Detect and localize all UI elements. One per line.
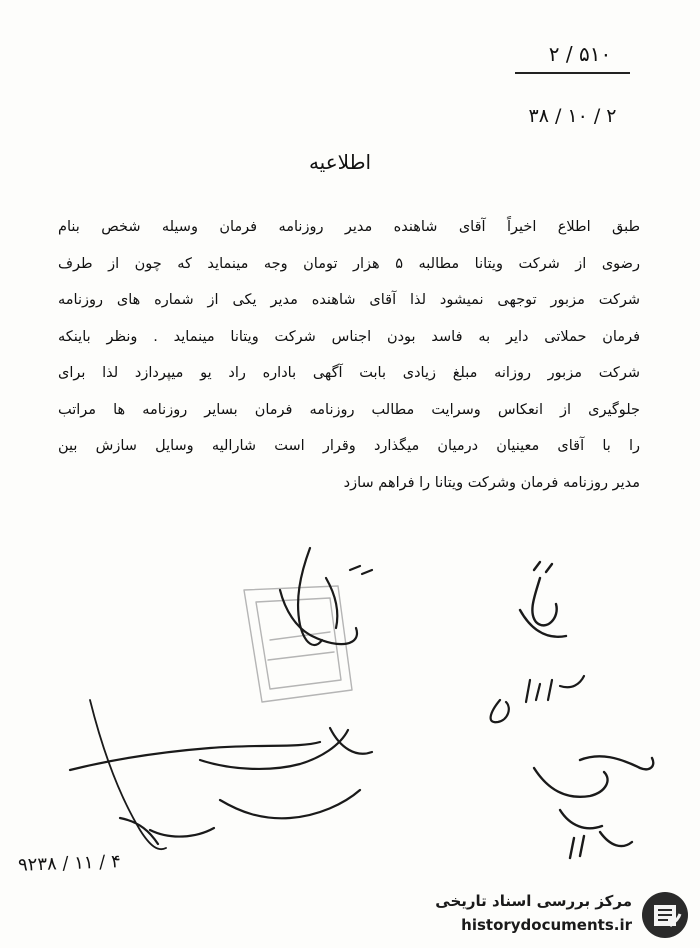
- body-line: رضوی از شرکت ویتانا مطالبه ۵ هزار تومان وجه مینماید که چون از طرف: [58, 255, 640, 272]
- body-line: شرکت مزبور روزانه مبلغ زیادی بابت آگهی باداره راد یو میپردازد لذا برای: [58, 365, 640, 381]
- body-line: مدیر روزنامه فرمان وشرکت ویتانا را فراهم سازد: [343, 474, 640, 491]
- handwritten-note-center: [280, 548, 372, 645]
- body-line: را با آقای معینیان درمیان میگذارد وقرار است شارالیه وسایل سازش بین: [58, 438, 640, 454]
- handwritten-signature-right: [520, 562, 566, 637]
- archive-watermark: [410, 886, 696, 944]
- archive-number: ۹۲۳۸ / ۱۱ / ۴: [17, 851, 122, 876]
- body-line: جلوگیری از انعکاس وسرایت مطالب روزنامه فرمان بسایر روزنامه ها مراتب: [58, 401, 640, 418]
- body-line: شرکت مزبور توجهی نمیشود لذا آقای شاهنده مدیر یکی از شماره های روزنامه: [58, 292, 640, 308]
- watermark-url: historydocuments.ir: [461, 916, 632, 934]
- diagonal-stroke: [90, 700, 166, 849]
- body-line: طبق اطلاع اخیراً آقای شاهنده مدیر روزنامه فرمان وسیله شخص بنام: [58, 219, 640, 235]
- document-heading: اطلاعیه: [308, 150, 372, 174]
- handwritten-date-right: [491, 676, 584, 722]
- handwritten-note-lower-center: [70, 728, 372, 844]
- reference-number: ۲ / ۵۱۰: [548, 42, 612, 66]
- reference-date: ۳۸ / ۱۰ / ۲: [528, 105, 617, 127]
- watermark-org-name: مرکز بررسی اسناد تاریخی: [435, 892, 632, 910]
- handwritten-note-lower-right: [534, 756, 653, 858]
- body-line: فرمان حملاتی دایر به فاسد بودن اجناس شرکت ویتانا مینماید . ونظر باینکه: [58, 328, 640, 345]
- archive-logo-icon: [640, 890, 690, 940]
